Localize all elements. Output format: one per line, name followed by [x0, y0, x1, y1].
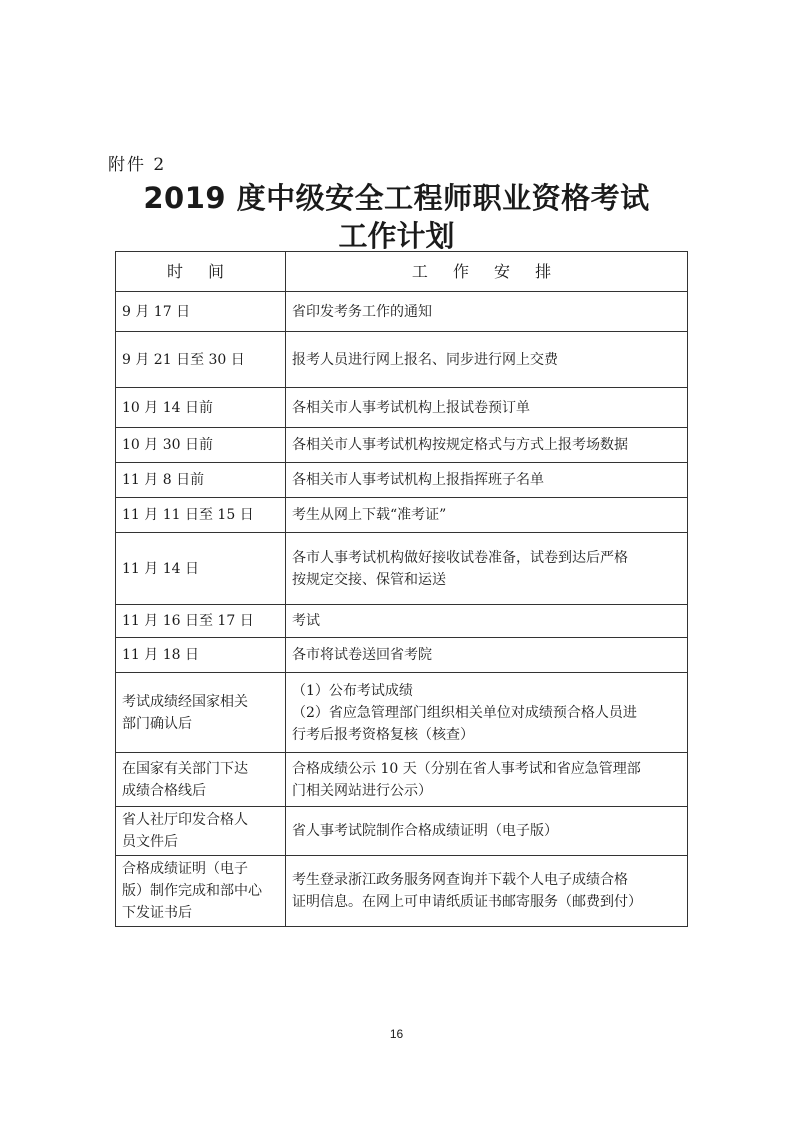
row-work-cell — [286, 638, 688, 673]
row-time-cell — [116, 332, 286, 388]
row-time-text: 版）制作完成和部中心 — [122, 883, 262, 899]
row-work-text: 合格成绩公示 10 天（分别在省人事考试和省应急管理部 — [292, 760, 641, 777]
row-time-cell — [116, 428, 286, 463]
row-work-text: （2）省应急管理部门组织相关单位对成绩预合格人员进 — [292, 704, 637, 721]
table-row — [116, 753, 688, 807]
row-time-text: 合格成绩证明（电子 — [122, 861, 248, 877]
row-work-cell — [286, 605, 688, 638]
row-time-cell — [116, 388, 286, 428]
row-work-cell — [286, 463, 688, 498]
header-work: 工 作 安 排 — [286, 252, 688, 292]
row-work-text: 报考人员进行网上报名、同步进行网上交费 — [292, 351, 558, 368]
row-time-text: 9 月 17 日 — [122, 303, 191, 320]
row-work-text: 各相关市人事考试机构上报试卷预订单 — [292, 399, 530, 416]
row-work-text: 考试 — [292, 613, 320, 629]
row-time-text: 11 月 16 日至 17 日 — [122, 613, 254, 629]
row-work-cell — [286, 807, 688, 856]
row-time-text: 成绩合格线后 — [122, 782, 206, 799]
row-time-cell — [116, 638, 286, 673]
row-time-cell — [116, 498, 286, 533]
row-work-text: 各市人事考试机构做好接收试卷准备，试卷到达后严格 — [292, 549, 628, 566]
row-work-text: 各市将试卷送回省考院 — [292, 647, 432, 663]
row-time-text: 在国家有关部门下达 — [122, 760, 248, 777]
row-time-text: 10 月 14 日前 — [122, 399, 213, 416]
page-number: 16 — [389, 1027, 404, 1041]
row-work-text: 省印发考务工作的通知 — [292, 303, 432, 320]
row-time-text: 11 月 18 日 — [122, 647, 199, 663]
row-work-text: 门相关网站进行公示） — [292, 782, 432, 799]
row-work-cell — [286, 332, 688, 388]
table-row — [116, 638, 688, 673]
row-time-cell — [116, 463, 286, 498]
row-time-cell — [116, 807, 286, 856]
row-time-cell — [116, 673, 286, 753]
row-work-cell — [286, 673, 688, 753]
row-work-text: 考生从网上下载“准考证” — [292, 507, 447, 523]
row-work-text: （1）公布考试成绩 — [292, 682, 413, 699]
row-work-text: 行考后报考资格复核（核查） — [292, 726, 474, 743]
table-row — [116, 533, 688, 605]
row-work-text: 各相关市人事考试机构按规定格式与方式上报考场数据 — [292, 437, 628, 453]
table-row — [116, 498, 688, 533]
row-work-cell — [286, 498, 688, 533]
table-row — [116, 428, 688, 463]
row-time-cell — [116, 605, 286, 638]
row-time-text: 省人社厅印发合格人 — [122, 812, 248, 828]
row-time-text: 11 月 14 日 — [122, 560, 199, 577]
header-time: 时 间 — [116, 252, 286, 292]
row-time-text: 9 月 21 日至 30 日 — [122, 351, 245, 368]
table-row — [116, 673, 688, 753]
row-work-text: 按规定交接、保管和运送 — [292, 571, 446, 588]
row-time-text: 10 月 30 日前 — [122, 437, 213, 453]
row-time-text: 11 月 8 日前 — [122, 472, 205, 488]
attachment-label: 附件 2 — [108, 155, 167, 175]
row-work-cell — [286, 428, 688, 463]
table-row — [116, 605, 688, 638]
work-plan-table — [115, 251, 688, 927]
table-row — [116, 388, 688, 428]
row-time-text: 11 月 11 日至 15 日 — [122, 507, 254, 523]
row-work-cell — [286, 533, 688, 605]
row-time-cell — [116, 753, 286, 807]
row-work-text: 省人事考试院制作合格成绩证明（电子版） — [292, 823, 558, 839]
row-work-text: 证明信息。在网上可申请纸质证书邮寄服务（邮费到付） — [292, 894, 642, 910]
document-title-line1: 2019 度中级安全工程师职业资格考试 — [143, 181, 650, 215]
row-time-cell — [116, 856, 286, 927]
table-row — [116, 463, 688, 498]
row-work-cell — [286, 388, 688, 428]
row-time-text: 部门确认后 — [122, 715, 192, 732]
row-time-text: 下发证书后 — [122, 905, 192, 921]
table-row — [116, 292, 688, 332]
row-work-cell — [286, 753, 688, 807]
row-work-cell — [286, 292, 688, 332]
row-work-text: 考生登录浙江政务服务网查询并下载个人电子成绩合格 — [292, 872, 628, 888]
row-time-text: 员文件后 — [122, 834, 178, 850]
row-time-cell — [116, 292, 286, 332]
row-work-cell — [286, 856, 688, 927]
table-header-row — [116, 252, 688, 292]
table-body — [116, 292, 688, 927]
table-row — [116, 856, 688, 927]
row-time-cell — [116, 533, 286, 605]
table-row — [116, 807, 688, 856]
document-title-line2: 工作计划 — [338, 219, 455, 253]
row-work-text: 各相关市人事考试机构上报指挥班子名单 — [292, 472, 544, 488]
table-row — [116, 332, 688, 388]
row-time-text: 考试成绩经国家相关 — [122, 693, 248, 710]
